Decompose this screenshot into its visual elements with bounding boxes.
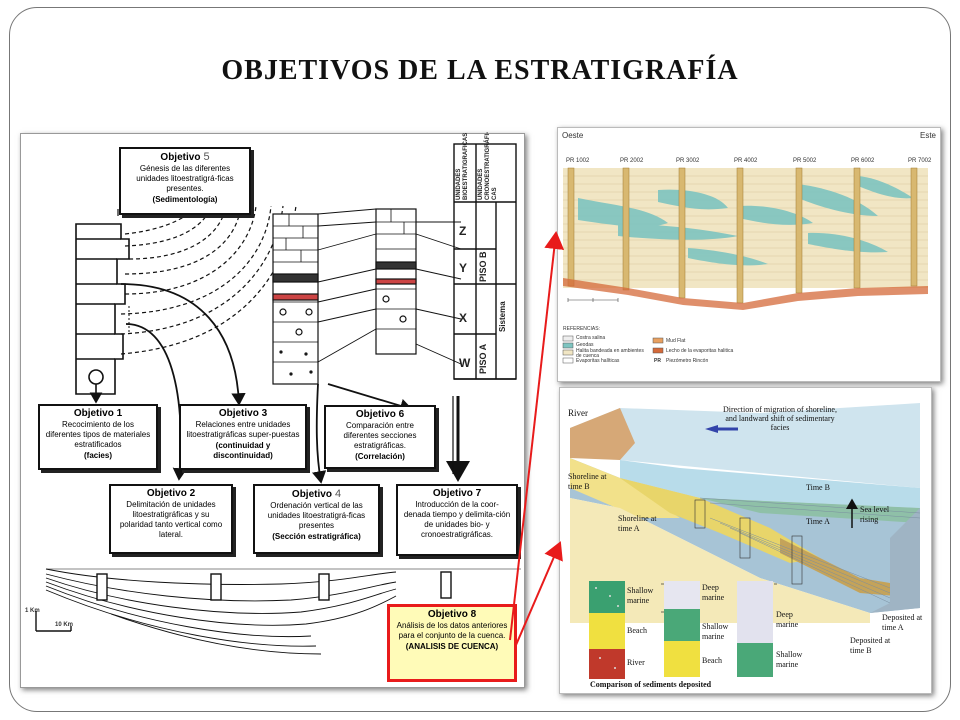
objective-6-title: Objetivo 6 — [355, 409, 405, 420]
objectives-diagram — [20, 133, 525, 688]
legend-halita: Halita bandeada en ambientes de cuenca — [576, 348, 644, 359]
col1-shallow-marine: Shallow marine — [627, 586, 654, 605]
cross-section-drawing — [558, 128, 940, 381]
scale-1km: 1 Km — [25, 608, 40, 614]
legend-pr-prefix: PR — [654, 358, 661, 364]
well-5: PR 5002 — [793, 158, 817, 164]
strat-column-1 — [273, 214, 318, 384]
objective-3-text: Relaciones entre unidades litoestratigráficas super-puestas — [186, 420, 300, 439]
time-a-label: Time A — [806, 517, 830, 526]
objective-1-box — [38, 404, 158, 470]
slide-title: OBJETIVOS DE LA ESTRATIGRAFÍA — [221, 55, 739, 86]
objective-1-bold: (facies) — [83, 451, 112, 460]
well-1: PR 1002 — [566, 158, 590, 164]
sea-level-label: Sea level rising — [860, 505, 890, 524]
biozone-y: Y — [459, 261, 468, 275]
cross-section-panel — [557, 127, 941, 382]
col3-shallow-marine: Shallow marine — [776, 650, 803, 669]
objective-2-box — [109, 484, 233, 554]
objective-8-bold: (ANALISIS DE CUENCA) — [405, 642, 499, 651]
time-b-label: Time B — [806, 483, 830, 492]
west-label: Oeste — [562, 131, 584, 140]
objective-6-bold: (Correlación) — [355, 452, 405, 461]
objective-2-title: Objetivo 2 — [146, 488, 196, 499]
objective-4-title: Objetivo — [291, 489, 332, 500]
objective-7-text: Introducción de la coor-denada tiempo y delimita-ción de unidades bio- y cronoestratigráficas. — [403, 500, 511, 539]
deposited-b-label: Deposited at time B — [850, 636, 891, 655]
objective-3-bold: (continuidad y discontinuidad) — [213, 441, 273, 460]
objective-3-box — [179, 404, 307, 470]
scale-10km: 10 Km — [55, 622, 74, 628]
objective-8-title: Objetivo 8 — [427, 609, 477, 620]
east-label: Este — [919, 131, 936, 140]
legend-evaporitas: Evaporitas halíticas — [576, 358, 620, 364]
legend-lecho: Lecho de la evaporitas halitica — [666, 348, 734, 354]
objective-8-text: Análisis de los datos anteriores para el conjunto de la cuenca. — [396, 621, 508, 640]
well-4: PR 4002 — [734, 158, 758, 164]
shoreline-a-label: Shoreline at time A — [618, 514, 657, 533]
objective-5-bold: (Sedimentología) — [152, 195, 218, 204]
block-diagram-panel — [559, 387, 932, 694]
objective-4-text: Ordenación vertical de las unidades litoestratigrá-ficas presentes — [267, 501, 366, 530]
col2-deep-marine: Deep marine — [702, 583, 725, 602]
col1-river: River — [627, 658, 645, 667]
objective-6-text: Comparación entre diferentes secciones estratigráficas. — [343, 421, 417, 450]
objective-5-number: 5 — [203, 151, 210, 163]
piso-b-label: PISO B — [478, 251, 488, 282]
objective-4-number: 4 — [334, 488, 342, 500]
objective-6-box — [324, 405, 436, 469]
legend-costra: Costra salina — [576, 335, 606, 341]
well-3: PR 3002 — [676, 158, 700, 164]
objective-4-bold: (Sección estratigráfica) — [272, 532, 361, 541]
migration-arrow-label: Direction of migration of shoreline, and landward shift of sedimentary facies — [723, 405, 837, 432]
outcrop-column — [76, 224, 129, 394]
col1-beach: Beach — [627, 626, 647, 635]
river-label: River — [568, 408, 588, 418]
sistema-label: Sistema — [498, 301, 507, 332]
objective-4-box — [253, 484, 380, 554]
legend-title: REFERENCIAS: — [563, 326, 600, 332]
header-cronoestratigraficas: UNIDADES CRONOESTRATIGRÁFI-CAS — [478, 131, 498, 200]
objective-3-title: Objetivo 3 — [218, 408, 268, 419]
well-6: PR 6002 — [851, 158, 875, 164]
biozone-z: Z — [459, 224, 467, 238]
objective-7-title: Objetivo 7 — [432, 488, 482, 499]
col2-shallow-marine: Shallow marine — [702, 622, 729, 641]
biozone-x: X — [459, 311, 468, 325]
strat-column-2 — [376, 209, 416, 354]
col2-beach: Beach — [702, 656, 722, 665]
legend-piezometro: Piezómetro Rincón — [666, 358, 709, 364]
header-bioestratigraficas: UNIDADES BIOESTRATIGRAFICAS — [456, 132, 469, 200]
well-2: PR 2002 — [620, 158, 644, 164]
col3-deep-marine: Deep marine — [776, 610, 799, 629]
comparison-caption: Comparison of sediments deposited — [590, 680, 712, 689]
objective-5-text: Génesis de las diferentes unidades litoestratigrá-ficas presentes. — [136, 164, 234, 193]
piso-a-label: PISO A — [478, 343, 488, 374]
well-7: PR 7002 — [908, 158, 932, 164]
shoreline-b-label: Shoreline at time B — [568, 472, 607, 491]
sediment-column-2 — [664, 581, 700, 677]
objective-1-title: Objetivo 1 — [73, 408, 123, 419]
biozone-w: W — [459, 356, 471, 370]
objective-1-text: Recocimiento de los diferentes tipos de materiales estratificados — [45, 420, 151, 449]
deposited-a-label: Deposited at time A — [882, 613, 923, 632]
objective-5-title: Objetivo — [160, 152, 201, 163]
sediment-column-1 — [589, 581, 625, 679]
legend-mudflat: Mud Flat — [666, 338, 686, 344]
objective-8-box — [387, 604, 517, 682]
legend-geodas: Geodas — [576, 342, 594, 348]
objective-7-box — [396, 484, 518, 556]
sediment-column-3 — [737, 581, 773, 677]
objective-5-box — [119, 147, 251, 215]
objective-2-text: Delimitación de unidades litoestratigráficas y su polaridad tanto vertical como lateral. — [119, 500, 223, 539]
